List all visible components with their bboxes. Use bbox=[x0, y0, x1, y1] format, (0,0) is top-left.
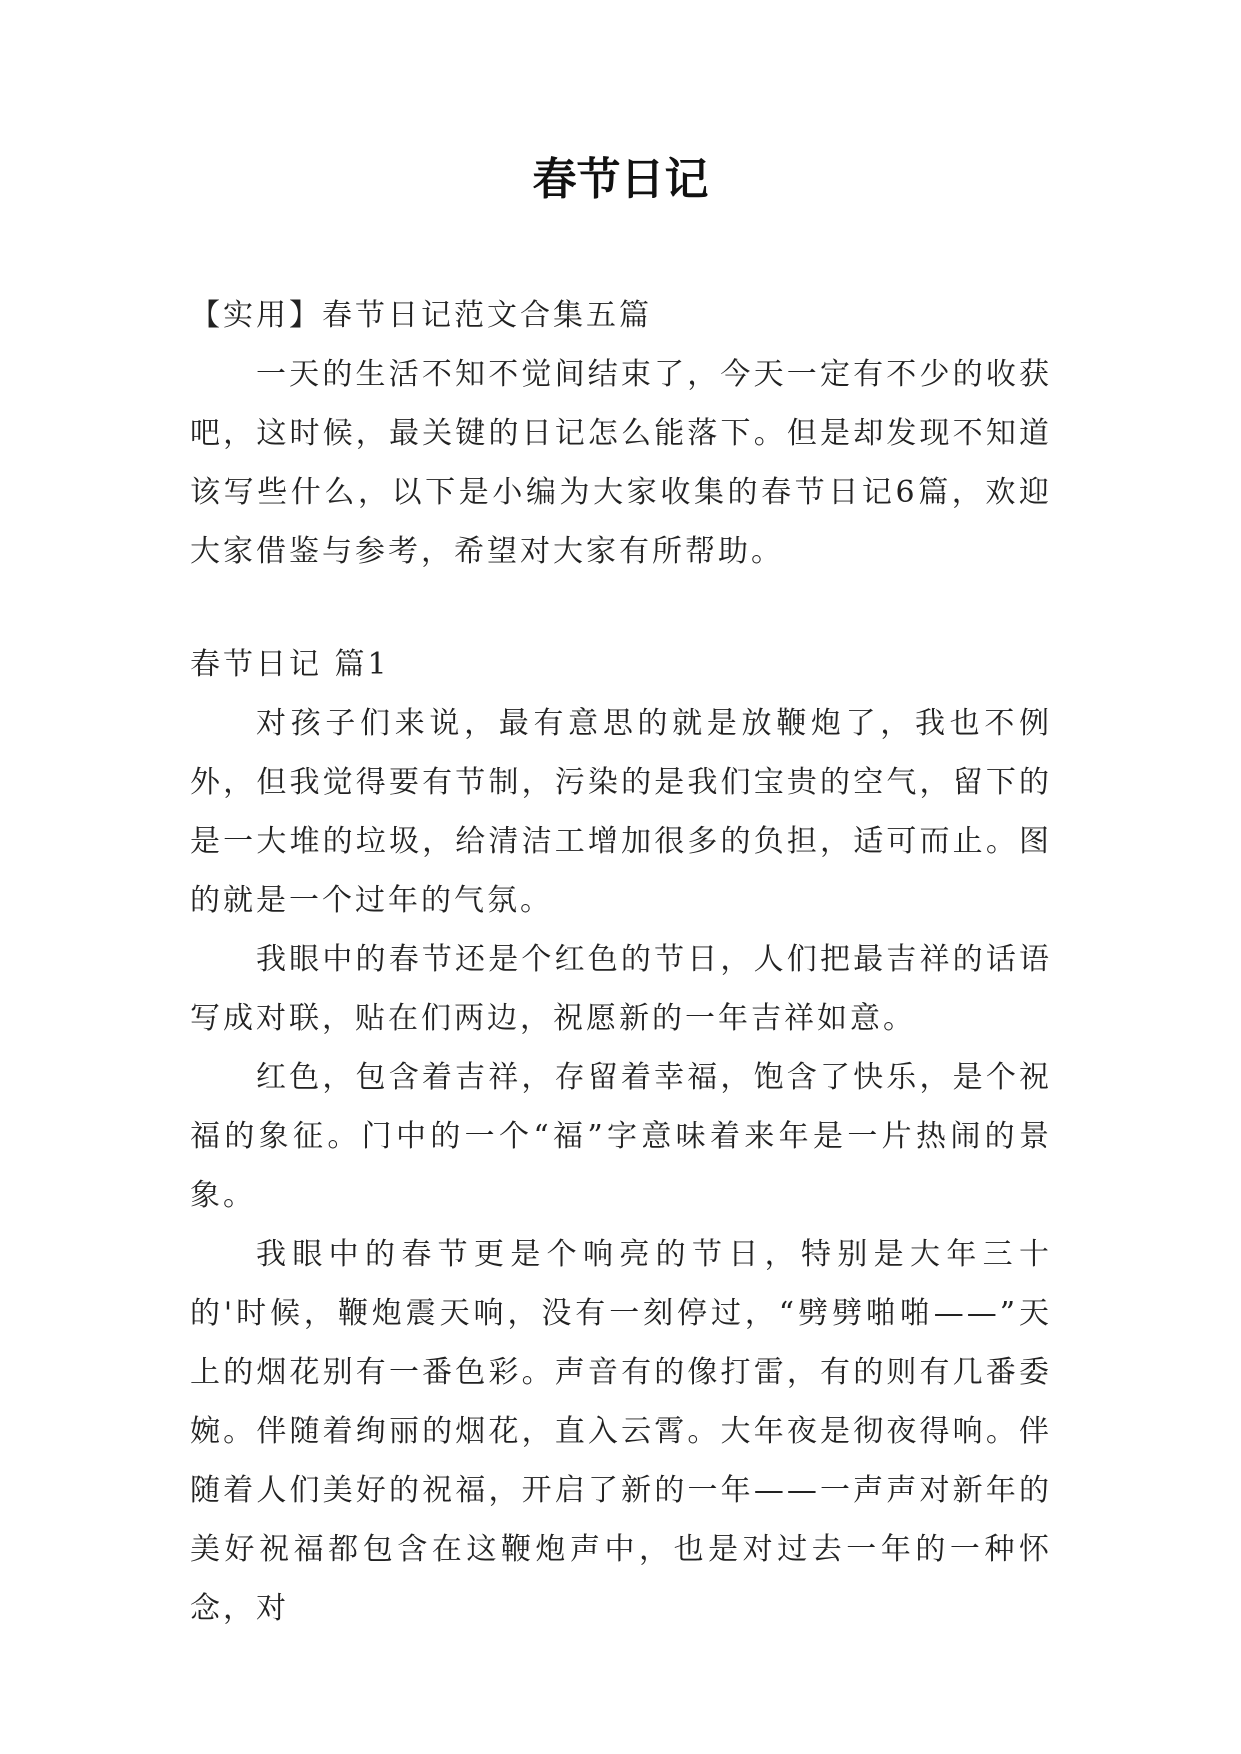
document-subtitle: 【实用】春节日记范文合集五篇 bbox=[190, 298, 652, 333]
body-paragraph: 对孩子们来说，最有意思的就是放鞭炮了，我也不例外，但我觉得要有节制，污染的是我们宝贵的空气，留下的是一大堆的垃圾，给清洁工增加很多的负担，适可而止。图的就是一个过年的气氛。 bbox=[190, 706, 1052, 918]
section-spacer bbox=[190, 581, 1052, 635]
body-paragraph: 红色，包含着吉祥，存留着幸福，饱含了快乐，是个祝福的象征。门中的一个“福”字意味着来年是一片热闹的景象。 bbox=[190, 1060, 1052, 1213]
body-paragraph: 我眼中的春节更是个响亮的节日，特别是大年三十的'时候，鞭炮震天响，没有一刻停过，“劈劈啪啪——”天上的烟花别有一番色彩。声音有的像打雷，有的则有几番委婉。伴随着绚丽的烟花，直入云霄。大年夜是彻夜得响。伴随着人们美好的祝福，开启了新的一年——一声声对新年的美好祝福都包含在这鞭炮声中，也是对过去一年的一种怀念，对 bbox=[190, 1237, 1052, 1626]
intro-paragraph: 一天的生活不知不觉间结束了，今天一定有不少的收获吧，这时候，最关键的日记怎么能落下。但是却发现不知道该写些什么，以下是小编为大家收集的春节日记6篇，欢迎大家借鉴与参考，希望对大家有所帮助。 bbox=[190, 357, 1052, 569]
document-body bbox=[190, 286, 1052, 1638]
document-title: 春节日记 bbox=[532, 154, 709, 205]
section-heading: 春节日记 篇1 bbox=[190, 647, 390, 682]
body-paragraph: 我眼中的春节还是个红色的节日，人们把最吉祥的话语写成对联，贴在们两边，祝愿新的一年吉祥如意。 bbox=[190, 942, 1052, 1036]
